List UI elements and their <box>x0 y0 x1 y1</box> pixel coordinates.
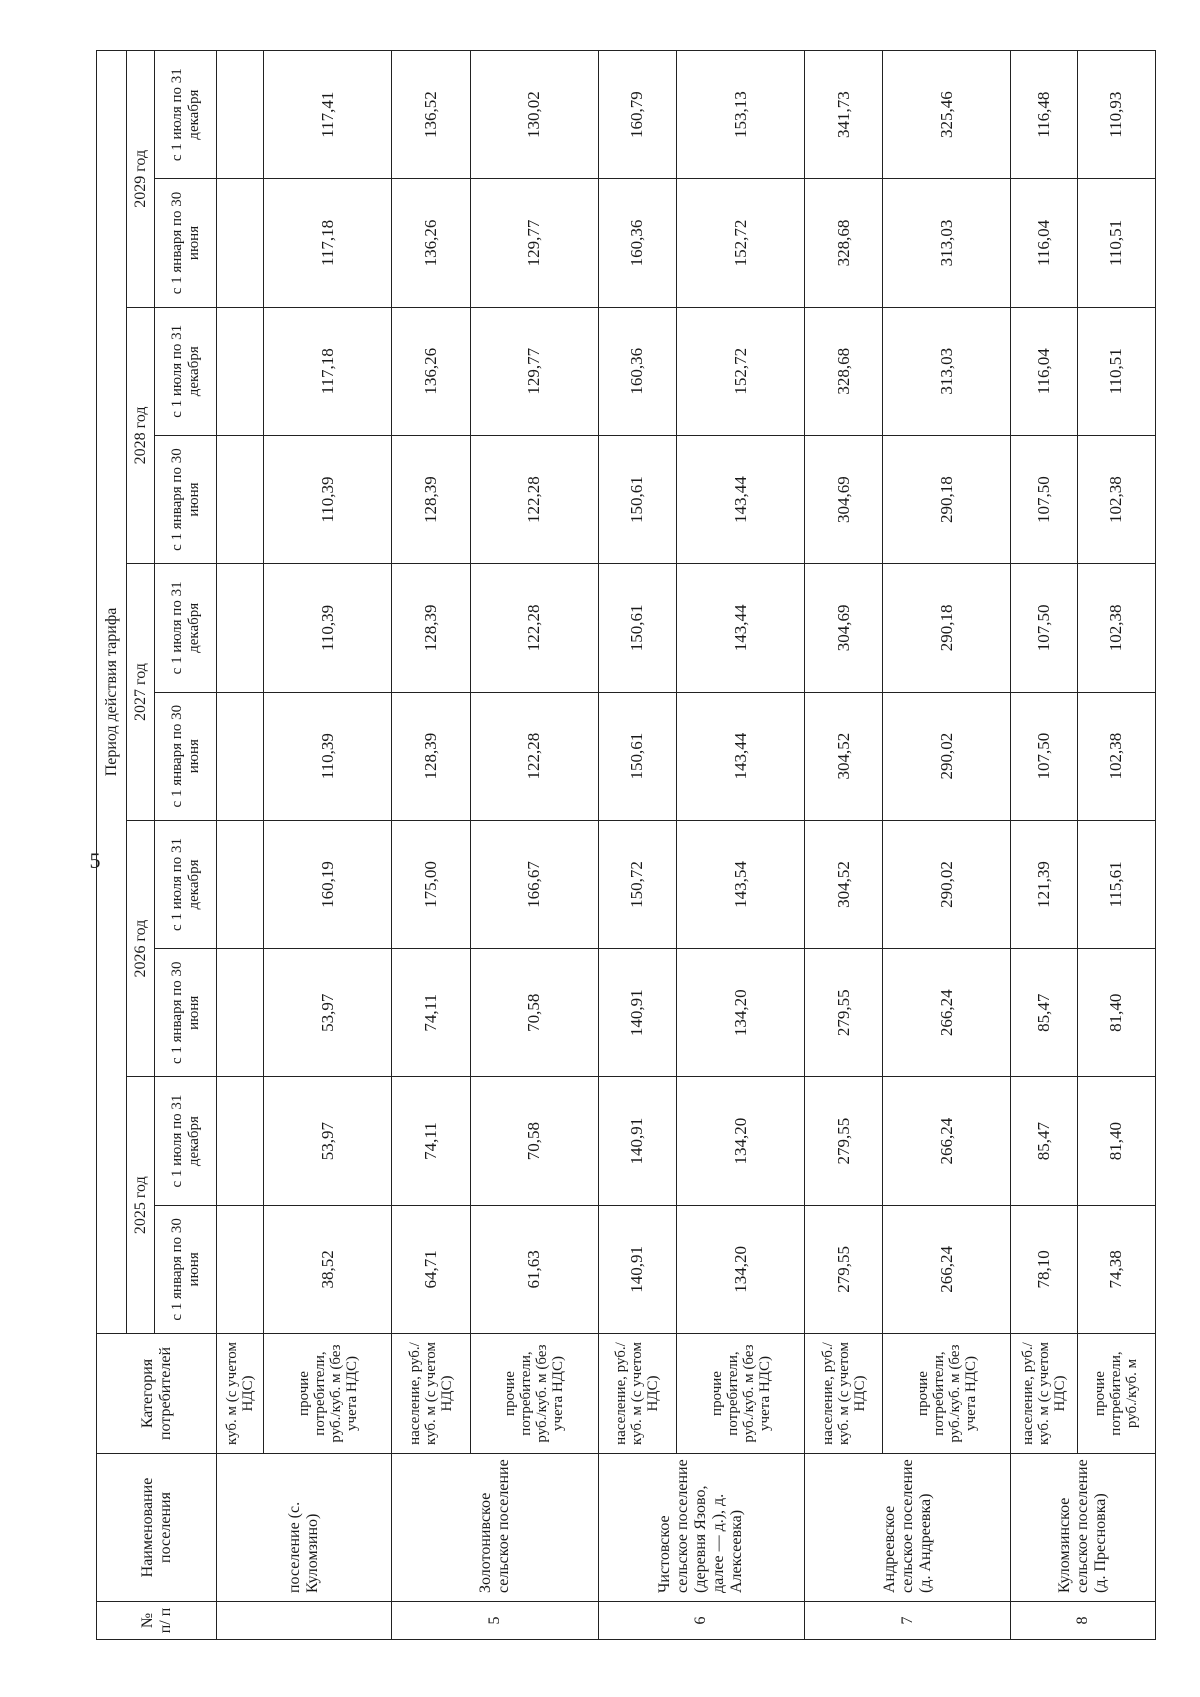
tariff-value: 81,40 <box>1077 1077 1155 1205</box>
tariff-value: 304,52 <box>805 692 883 820</box>
tariff-value: 290,02 <box>883 692 1011 820</box>
tariff-value: 290,02 <box>883 820 1011 948</box>
tariff-value: 53,97 <box>264 949 392 1077</box>
tariff-value: 64,71 <box>392 1205 470 1333</box>
tariff-value <box>217 564 264 692</box>
table-row <box>392 51 470 1640</box>
tariff-value: 290,18 <box>883 564 1011 692</box>
tariff-value: 143,54 <box>676 820 804 948</box>
header-half-first: с 1 января по 30 июня <box>155 435 217 563</box>
tariff-value: 166,67 <box>470 820 598 948</box>
tariff-sheet <box>96 50 1156 1640</box>
tariff-value <box>217 51 264 179</box>
tariff-value: 150,61 <box>598 564 676 692</box>
tariff-value: 152,72 <box>676 179 804 307</box>
header-half-first: с 1 января по 30 июня <box>155 949 217 1077</box>
table-row <box>805 51 883 1640</box>
tariff-value <box>217 307 264 435</box>
tariff-value: 160,79 <box>598 51 676 179</box>
tariff-value: 140,91 <box>598 1077 676 1205</box>
consumer-category: куб. м (с учетом НДС) <box>217 1334 264 1454</box>
consumer-category: прочие потребители, руб./куб. м <box>1077 1334 1155 1454</box>
tariff-value <box>217 435 264 563</box>
tariff-value: 150,61 <box>598 692 676 820</box>
tariff-value: 136,26 <box>392 307 470 435</box>
tariff-value: 304,69 <box>805 564 883 692</box>
tariff-value: 78,10 <box>1011 1205 1077 1333</box>
tariff-value: 150,72 <box>598 820 676 948</box>
tariff-value: 279,55 <box>805 1205 883 1333</box>
consumer-category: прочие потребители, руб./куб. м (без учета НДС) <box>470 1334 598 1454</box>
tariff-value <box>217 820 264 948</box>
settlement-name: поселение (с. Куломзино) <box>217 1454 392 1602</box>
tariff-value <box>217 179 264 307</box>
consumer-category: население, руб./ куб. м (с учетом НДС) <box>598 1334 676 1454</box>
tariff-value: 175,00 <box>392 820 470 948</box>
consumer-category: население, руб./ куб. м (с учетом НДС) <box>392 1334 470 1454</box>
table-row <box>598 51 676 1640</box>
table-row <box>676 51 804 1640</box>
header-year-2029: 2029 год <box>127 51 155 308</box>
tariff-value: 61,63 <box>470 1205 598 1333</box>
tariff-value: 304,69 <box>805 435 883 563</box>
tariff-value: 136,26 <box>392 179 470 307</box>
tariff-value: 74,11 <box>392 949 470 1077</box>
header-period: Период действия тарифа <box>97 51 127 1334</box>
tariff-value: 134,20 <box>676 1205 804 1333</box>
tariff-value: 134,20 <box>676 949 804 1077</box>
tariff-value: 121,39 <box>1011 820 1077 948</box>
tariff-value: 140,91 <box>598 949 676 1077</box>
row-number: 6 <box>598 1602 804 1640</box>
tariff-value: 115,61 <box>1077 820 1155 948</box>
tariff-value: 150,61 <box>598 435 676 563</box>
tariff-value: 143,44 <box>676 564 804 692</box>
tariff-value: 102,38 <box>1077 564 1155 692</box>
tariff-value: 74,38 <box>1077 1205 1155 1333</box>
tariff-value: 117,18 <box>264 179 392 307</box>
tariff-value: 74,11 <box>392 1077 470 1205</box>
tariff-value: 122,28 <box>470 692 598 820</box>
row-number: 7 <box>805 1602 1011 1640</box>
row-number <box>217 1602 392 1640</box>
tariff-value: 313,03 <box>883 179 1011 307</box>
tariff-value: 130,02 <box>470 51 598 179</box>
tariff-value: 38,52 <box>264 1205 392 1333</box>
row-number: 5 <box>392 1602 598 1640</box>
tariff-value: 143,44 <box>676 435 804 563</box>
settlement-name: Андреевское сельское поселение (д. Андреевка) <box>805 1454 1011 1602</box>
table-row <box>264 51 392 1640</box>
tariff-value: 140,91 <box>598 1205 676 1333</box>
tariff-value: 107,50 <box>1011 564 1077 692</box>
tariff-value: 128,39 <box>392 692 470 820</box>
settlement-name: Золотонивское сельское поселение <box>392 1454 598 1602</box>
tariff-value: 107,50 <box>1011 692 1077 820</box>
tariff-value: 279,55 <box>805 949 883 1077</box>
tariff-value: 160,36 <box>598 179 676 307</box>
tariff-value: 70,58 <box>470 949 598 1077</box>
tariff-value: 341,73 <box>805 51 883 179</box>
consumer-category: население, руб./ куб. м (с учетом НДС) <box>805 1334 883 1454</box>
tariff-value: 266,24 <box>883 1077 1011 1205</box>
tariff-value <box>217 692 264 820</box>
tariff-value: 122,28 <box>470 435 598 563</box>
tariff-value: 325,46 <box>883 51 1011 179</box>
header-half-first: с 1 января по 30 июня <box>155 1205 217 1333</box>
header-half-second: с 1 июля по 31 декабря <box>155 564 217 692</box>
tariff-value: 266,24 <box>883 1205 1011 1333</box>
header-half-first: с 1 января по 30 июня <box>155 692 217 820</box>
tariff-value: 116,48 <box>1011 51 1077 179</box>
tariff-value: 53,97 <box>264 1077 392 1205</box>
tariff-value: 290,18 <box>883 435 1011 563</box>
tariff-value: 117,18 <box>264 307 392 435</box>
header-half-second: с 1 июля по 31 декабря <box>155 307 217 435</box>
table-row <box>1011 51 1077 1640</box>
header-name: Наименование поселения <box>97 1454 217 1602</box>
header-category: Категория потребителей <box>97 1334 217 1454</box>
tariff-value: 117,41 <box>264 51 392 179</box>
tariff-value: 160,36 <box>598 307 676 435</box>
table-row <box>883 51 1011 1640</box>
tariff-value <box>217 1077 264 1205</box>
header-no: № п/ п <box>97 1602 217 1640</box>
tariff-value: 85,47 <box>1011 1077 1077 1205</box>
row-number: 8 <box>1011 1602 1156 1640</box>
settlement-name: Куломзинское сельское поселение (д. Пресновка) <box>1011 1454 1156 1602</box>
consumer-category: население, руб./ куб. м (с учетом НДС) <box>1011 1334 1077 1454</box>
tariff-value: 110,51 <box>1077 307 1155 435</box>
tariff-value: 110,39 <box>264 564 392 692</box>
tariff-value: 116,04 <box>1011 179 1077 307</box>
tariff-value: 313,03 <box>883 307 1011 435</box>
header-year-2026: 2026 год <box>127 820 155 1077</box>
tariff-value: 116,04 <box>1011 307 1077 435</box>
tariff-value: 152,72 <box>676 307 804 435</box>
tariff-value: 129,77 <box>470 179 598 307</box>
tariff-value: 304,52 <box>805 820 883 948</box>
tariff-value: 107,50 <box>1011 435 1077 563</box>
tariff-value: 128,39 <box>392 564 470 692</box>
header-year-2025: 2025 год <box>127 1077 155 1334</box>
tariff-value: 328,68 <box>805 179 883 307</box>
tariff-value: 110,51 <box>1077 179 1155 307</box>
tariff-value: 85,47 <box>1011 949 1077 1077</box>
header-half-second: с 1 июля по 31 декабря <box>155 820 217 948</box>
tariff-value: 110,39 <box>264 692 392 820</box>
consumer-category: прочие потребители, руб./куб. м (без учета НДС) <box>264 1334 392 1454</box>
table-row <box>1077 51 1155 1640</box>
tariff-value: 102,38 <box>1077 435 1155 563</box>
consumer-category: прочие потребители, руб./куб. м (без учета НДС) <box>883 1334 1011 1454</box>
tariff-value: 143,44 <box>676 692 804 820</box>
page-number: 5 <box>89 848 101 873</box>
tariff-table <box>96 50 1156 1640</box>
table-row <box>217 51 264 1640</box>
tariff-value: 134,20 <box>676 1077 804 1205</box>
tariff-value: 129,77 <box>470 307 598 435</box>
tariff-value: 279,55 <box>805 1077 883 1205</box>
consumer-category: прочие потребители, руб./куб. м (без учета НДС) <box>676 1334 804 1454</box>
header-year-2027: 2027 год <box>127 564 155 821</box>
header-half-first: с 1 января по 30 июня <box>155 179 217 307</box>
tariff-value: 128,39 <box>392 435 470 563</box>
tariff-value: 266,24 <box>883 949 1011 1077</box>
tariff-value: 102,38 <box>1077 692 1155 820</box>
settlement-name: Чистовское сельское поселение (деревня Язово, далее — д.), д. Алексеевка) <box>598 1454 804 1602</box>
tariff-value: 110,93 <box>1077 51 1155 179</box>
tariff-value: 70,58 <box>470 1077 598 1205</box>
tariff-value <box>217 949 264 1077</box>
tariff-value: 81,40 <box>1077 949 1155 1077</box>
header-half-second: с 1 июля по 31 декабря <box>155 1077 217 1205</box>
header-year-2028: 2028 год <box>127 307 155 564</box>
tariff-value: 110,39 <box>264 435 392 563</box>
tariff-value: 328,68 <box>805 307 883 435</box>
tariff-value: 122,28 <box>470 564 598 692</box>
tariff-value: 153,13 <box>676 51 804 179</box>
tariff-value: 160,19 <box>264 820 392 948</box>
tariff-value <box>217 1205 264 1333</box>
tariff-value: 136,52 <box>392 51 470 179</box>
table-row <box>470 51 598 1640</box>
header-half-second: с 1 июля по 31 декабря <box>155 51 217 179</box>
